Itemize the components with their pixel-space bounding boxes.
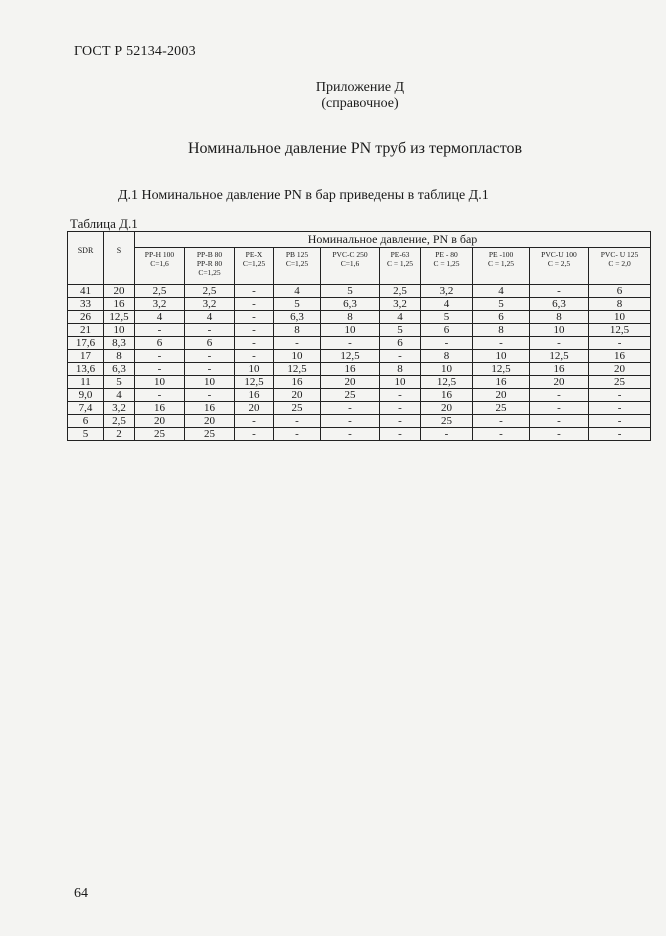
table-cell: - (530, 337, 589, 350)
column-header-line: C = 1,25 (487, 259, 515, 268)
table-cell: - (380, 428, 421, 441)
column-header-line: C=1,6 (340, 259, 360, 268)
table-cell: 2,5 (104, 415, 135, 428)
table-cell: - (380, 350, 421, 363)
table-cell: 3,2 (380, 298, 421, 311)
table-cell: 16 (274, 376, 321, 389)
column-header-line: PVC-C 250 (332, 250, 368, 259)
intro-paragraph: Д.1 Номинальное давление PN в бар приведены в таблице Д.1 (118, 188, 489, 203)
table-cell: 33 (68, 298, 104, 311)
column-header-line: C = 2,0 (608, 259, 631, 268)
table-cell: 20 (274, 389, 321, 402)
table-cell: 16 (321, 363, 380, 376)
table-cell: - (321, 415, 380, 428)
pressure-table (67, 231, 651, 441)
table-cell: - (235, 285, 274, 298)
table-cell: 25 (473, 402, 530, 415)
table-cell: 12,5 (274, 363, 321, 376)
table-cell: - (321, 402, 380, 415)
table-cell: 20 (104, 285, 135, 298)
column-header-material (185, 248, 235, 285)
table-cell: - (421, 337, 473, 350)
column-header-line: PE-X (245, 250, 263, 259)
table-cell: 6 (589, 285, 651, 298)
table-cell: - (135, 363, 185, 376)
table-cell: 20 (235, 402, 274, 415)
column-header-sdr: SDR (68, 232, 104, 285)
table-cell: 8 (321, 311, 380, 324)
column-header-line: C=1,6 (150, 259, 169, 268)
table-cell: 12,5 (321, 350, 380, 363)
column-header-material (380, 248, 421, 285)
table-cell: 3,2 (135, 298, 185, 311)
table-cell: 25 (185, 428, 235, 441)
table-cell: 6 (473, 311, 530, 324)
table-row (68, 350, 651, 363)
column-header-line: PB 125 (285, 250, 309, 259)
table-cell: 20 (421, 402, 473, 415)
table-cell: - (135, 350, 185, 363)
table-cell: 7,4 (68, 402, 104, 415)
table-row (68, 376, 651, 389)
table-row (68, 428, 651, 441)
table-cell: 25 (274, 402, 321, 415)
table-cell: - (135, 389, 185, 402)
table-cell: 6,3 (274, 311, 321, 324)
column-header-s: S (104, 232, 135, 285)
table-cell: - (530, 428, 589, 441)
table-cell: 6,3 (321, 298, 380, 311)
table-cell: 6 (135, 337, 185, 350)
table-cell: 6 (380, 337, 421, 350)
page-title: Номинальное давление PN труб из термопластов (187, 140, 523, 157)
table-cell: 41 (68, 285, 104, 298)
column-header-line: PVC-U 100 (541, 250, 577, 259)
table-cell: 5 (380, 324, 421, 337)
column-header-material (421, 248, 473, 285)
page-number: 64 (74, 886, 88, 901)
table-cell: 20 (185, 415, 235, 428)
table-row (68, 285, 651, 298)
table-cell: 16 (589, 350, 651, 363)
table-cell: - (421, 428, 473, 441)
column-header-line: PE - 80 (435, 250, 458, 259)
table-cell: - (473, 415, 530, 428)
column-header-material (235, 248, 274, 285)
table-cell: 2,5 (185, 285, 235, 298)
table-cell: 10 (321, 324, 380, 337)
table-cell: - (589, 389, 651, 402)
standard-header: ГОСТ Р 52134-2003 (74, 44, 196, 59)
table-row (68, 337, 651, 350)
table-cell: 9,0 (68, 389, 104, 402)
table-cell: 4 (185, 311, 235, 324)
table-cell: 10 (530, 324, 589, 337)
table-cell: 25 (321, 389, 380, 402)
table-cell: - (274, 337, 321, 350)
column-header-line: C = 2,5 (547, 259, 571, 268)
table-cell: 4 (421, 298, 473, 311)
column-header-material (135, 248, 185, 285)
table-cell: 16 (104, 298, 135, 311)
table-cell: 16 (185, 402, 235, 415)
table-cell: 20 (473, 389, 530, 402)
column-header-line: PP-B 80 (196, 250, 223, 259)
table-cell: - (530, 402, 589, 415)
table-cell: 12,5 (589, 324, 651, 337)
table-cell: 16 (235, 389, 274, 402)
table-cell: 10 (235, 363, 274, 376)
table-cell: 8 (421, 350, 473, 363)
table-cell: - (235, 337, 274, 350)
column-header-material (589, 248, 651, 285)
table-cell: 4 (274, 285, 321, 298)
column-header-line: PE-63 (390, 250, 410, 259)
table-cell: 3,2 (104, 402, 135, 415)
column-header-line: PP-R 80 (196, 259, 223, 268)
table-cell: - (185, 324, 235, 337)
table-cell: 10 (380, 376, 421, 389)
table-cell: 17 (68, 350, 104, 363)
table-cell: 20 (135, 415, 185, 428)
column-header-material (473, 248, 530, 285)
table-cell: - (185, 363, 235, 376)
table-row (68, 415, 651, 428)
table-cell: 10 (185, 376, 235, 389)
column-header-line: PE -100 (488, 250, 514, 259)
table-row (68, 402, 651, 415)
table-cell: 8 (380, 363, 421, 376)
table-cell: 10 (421, 363, 473, 376)
table-cell: - (235, 311, 274, 324)
table-cell: 6 (421, 324, 473, 337)
table-header-row-group (68, 232, 651, 248)
column-header-material (530, 248, 589, 285)
table-cell: 20 (321, 376, 380, 389)
table-cell: 21 (68, 324, 104, 337)
table-cell: - (185, 389, 235, 402)
column-header-material (321, 248, 380, 285)
table-cell: - (235, 428, 274, 441)
column-header-line: C=1,25 (285, 259, 309, 268)
table-cell: - (589, 415, 651, 428)
table-cell: 13,6 (68, 363, 104, 376)
table-cell: - (380, 402, 421, 415)
table-cell: 6 (68, 415, 104, 428)
table-cell: 6,3 (530, 298, 589, 311)
table-cell: - (321, 428, 380, 441)
table-cell: 4 (104, 389, 135, 402)
table-cell: 8,3 (104, 337, 135, 350)
table-cell: 17,6 (68, 337, 104, 350)
table-cell: - (274, 415, 321, 428)
table-cell: 2,5 (380, 285, 421, 298)
appendix-title: Приложение Д (315, 80, 405, 95)
table-cell: - (274, 428, 321, 441)
table-cell: - (530, 415, 589, 428)
table-cell: 5 (274, 298, 321, 311)
table-cell: 5 (421, 311, 473, 324)
table-cell: 6 (185, 337, 235, 350)
table-cell: 10 (589, 311, 651, 324)
table-cell: 6,3 (104, 363, 135, 376)
table-cell: - (473, 337, 530, 350)
column-header-line: C = 1,25 (433, 259, 460, 268)
table-cell: 4 (380, 311, 421, 324)
table-row (68, 389, 651, 402)
column-header-line: PVC- U 125 (600, 250, 639, 259)
table-cell: - (530, 285, 589, 298)
table-cell: - (473, 428, 530, 441)
table-cell: 12,5 (421, 376, 473, 389)
table-cell: - (589, 337, 651, 350)
table-cell: - (235, 415, 274, 428)
table-cell: 5 (68, 428, 104, 441)
table-cell: 10 (135, 376, 185, 389)
table-cell: 8 (104, 350, 135, 363)
column-header-line: C = 1,25 (386, 259, 414, 268)
appendix-note: (справочное) (321, 96, 399, 111)
table-cell: 2 (104, 428, 135, 441)
table-cell: - (380, 389, 421, 402)
table-cell: 12,5 (530, 350, 589, 363)
table-cell: - (235, 350, 274, 363)
table-cell: 10 (473, 350, 530, 363)
column-header-material (274, 248, 321, 285)
table-cell: 2,5 (135, 285, 185, 298)
table-cell: 5 (473, 298, 530, 311)
table-cell: 12,5 (104, 311, 135, 324)
group-header: Номинальное давление, PN в бар (135, 232, 651, 248)
table-row (68, 311, 651, 324)
table-cell: - (135, 324, 185, 337)
table-cell: 4 (135, 311, 185, 324)
table-cell: 8 (589, 298, 651, 311)
table-row (68, 324, 651, 337)
table-cell: 8 (473, 324, 530, 337)
column-header-line: PP-H 100 (144, 250, 175, 259)
table-cell: - (589, 428, 651, 441)
table-cell: 25 (135, 428, 185, 441)
table-body (68, 285, 651, 441)
table-cell: 11 (68, 376, 104, 389)
table-cell: 12,5 (473, 363, 530, 376)
table-cell: - (235, 298, 274, 311)
table-cell: - (530, 389, 589, 402)
table-cell: 12,5 (235, 376, 274, 389)
appendix-heading (300, 80, 420, 112)
table-cell: 8 (274, 324, 321, 337)
column-header-line: C=1,25 (198, 268, 221, 277)
table-cell: 16 (530, 363, 589, 376)
table-cell: 8 (530, 311, 589, 324)
table-cell: - (589, 402, 651, 415)
table-cell: 26 (68, 311, 104, 324)
table-cell: 20 (589, 363, 651, 376)
table-cell: 3,2 (185, 298, 235, 311)
table-cell: 4 (473, 285, 530, 298)
table-cell: 10 (104, 324, 135, 337)
table-cell: - (235, 324, 274, 337)
table-cell: 16 (421, 389, 473, 402)
table-cell: 25 (421, 415, 473, 428)
table-label: Таблица Д.1 (70, 216, 138, 231)
table-cell: 25 (589, 376, 651, 389)
table-cell: 16 (473, 376, 530, 389)
table-cell: - (185, 350, 235, 363)
table-cell: 20 (530, 376, 589, 389)
table-cell: 5 (104, 376, 135, 389)
table-cell: 5 (321, 285, 380, 298)
table-row (68, 298, 651, 311)
table-cell: 16 (135, 402, 185, 415)
table-cell: 10 (274, 350, 321, 363)
table-cell: - (380, 415, 421, 428)
table-cell: - (321, 337, 380, 350)
table-cell: 3,2 (421, 285, 473, 298)
table-row (68, 363, 651, 376)
table-header-row-materials (68, 248, 651, 285)
column-header-line: C=1,25 (242, 259, 266, 268)
